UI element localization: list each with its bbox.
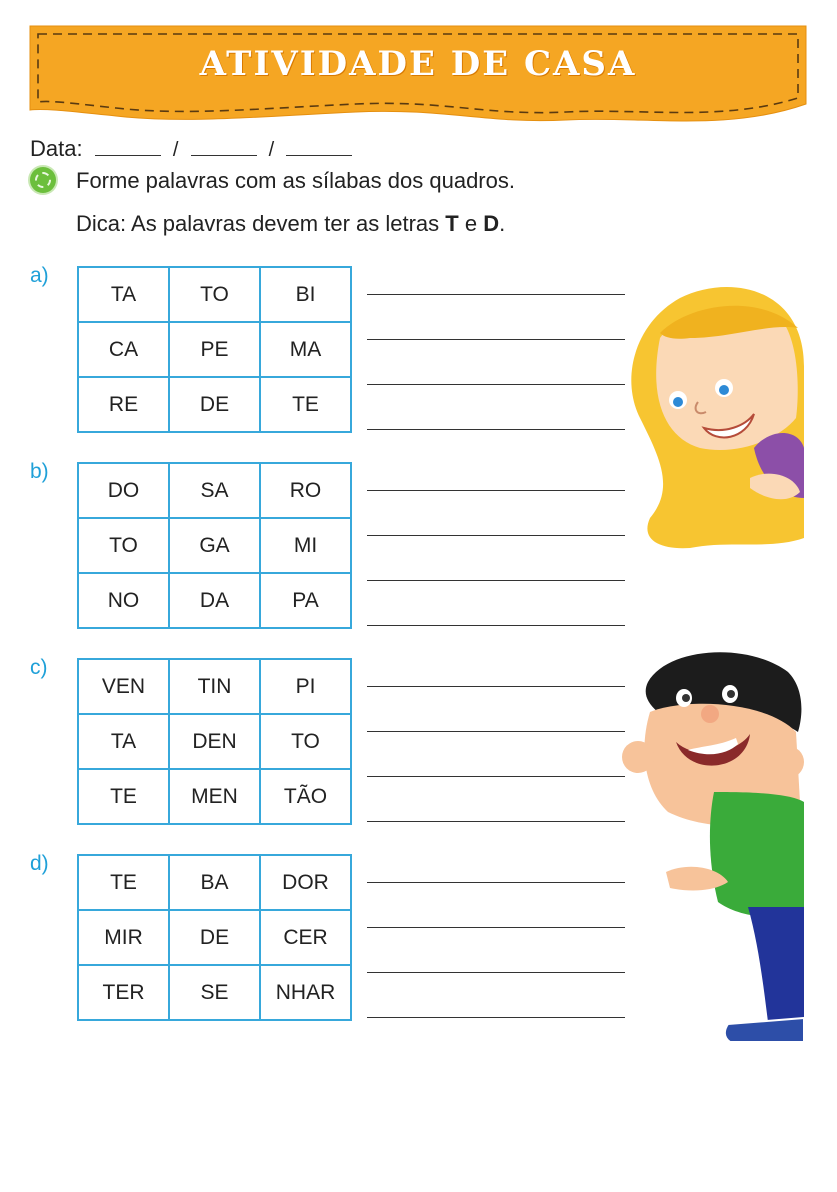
answer-line[interactable] [367,384,625,385]
syllable-cell: DEN [169,714,260,769]
answer-line[interactable] [367,294,625,295]
answer-line[interactable] [367,972,625,973]
section-label-c: c) [30,656,48,679]
date-year-blank[interactable] [286,137,352,156]
answer-line[interactable] [367,580,625,581]
date-separator: / [268,139,275,161]
answer-line[interactable] [367,429,625,430]
answer-line[interactable] [367,821,625,822]
date-month-blank[interactable] [191,137,257,156]
syllable-cell: CA [78,322,169,377]
hint-prefix: Dica: As palavras devem ter as letras [76,211,446,236]
hint-letter-t: T [445,211,459,236]
syllable-grid-b [77,462,352,629]
boy-illustration [618,642,808,1052]
date-separator: / [172,139,179,161]
hint-middle: e [458,211,484,236]
syllable-cell: MA [260,322,351,377]
bullet-icon [30,167,56,193]
hint-suffix: . [499,211,506,236]
answer-line[interactable] [367,731,625,732]
syllable-cell: NHAR [260,965,351,1020]
syllable-cell: DE [169,910,260,965]
answer-line[interactable] [367,535,625,536]
syllable-cell: PE [169,322,260,377]
syllable-cell: DOR [260,855,351,910]
syllable-cell: DO [78,463,169,518]
syllable-cell: MI [260,518,351,573]
syllable-cell: TE [78,855,169,910]
syllable-cell: DA [169,573,260,628]
answer-line[interactable] [367,1017,625,1018]
answer-line[interactable] [367,339,625,340]
syllable-cell: TE [260,377,351,432]
syllable-cell: NO [78,573,169,628]
syllable-cell: VEN [78,659,169,714]
section-label-d: d) [30,852,49,875]
syllable-cell: PA [260,573,351,628]
answer-line[interactable] [367,686,625,687]
hint-letter-d: D [483,211,500,236]
date-day-blank[interactable] [95,137,161,156]
section-label-a: a) [30,264,49,287]
instruction-text: Forme palavras com as sílabas dos quadros. [76,168,515,193]
syllable-cell: DE [169,377,260,432]
answer-line[interactable] [367,882,625,883]
syllable-cell: MEN [169,769,260,824]
syllable-cell: RO [260,463,351,518]
syllable-cell: TO [78,518,169,573]
syllable-cell: BI [260,267,351,322]
syllable-cell: RE [78,377,169,432]
page-title: ATIVIDADE DE CASA [199,44,637,84]
syllable-cell: CER [260,910,351,965]
date-field [30,136,358,162]
syllable-cell: MIR [78,910,169,965]
syllable-cell: TA [78,714,169,769]
syllable-cell: TO [169,267,260,322]
syllable-cell: TE [78,769,169,824]
answer-line[interactable] [367,625,625,626]
answer-line[interactable] [367,776,625,777]
date-label: Data: [30,136,83,161]
syllable-cell: TA [78,267,169,322]
girl-illustration [620,278,810,558]
syllable-cell: TER [78,965,169,1020]
title-banner [26,20,810,132]
syllable-cell: TÃO [260,769,351,824]
syllable-cell: GA [169,518,260,573]
hint-text [76,211,505,237]
answer-line[interactable] [367,490,625,491]
syllable-grid-c [77,658,352,825]
syllable-cell: SE [169,965,260,1020]
syllable-grid-d [77,854,352,1021]
syllable-cell: BA [169,855,260,910]
syllable-cell: SA [169,463,260,518]
answer-line[interactable] [367,927,625,928]
syllable-cell: TIN [169,659,260,714]
syllable-grid-a [77,266,352,433]
syllable-cell: PI [260,659,351,714]
syllable-cell: TO [260,714,351,769]
section-label-b: b) [30,460,49,483]
